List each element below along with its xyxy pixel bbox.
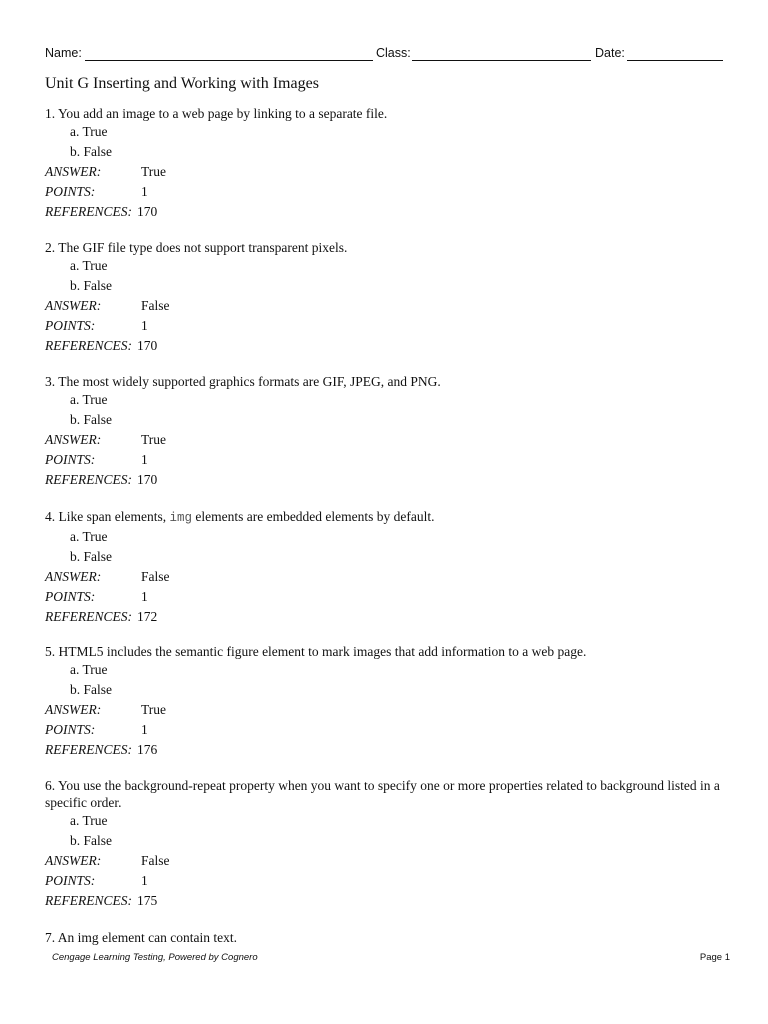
- answer-label: ANSWER:: [45, 569, 102, 584]
- option-b: b. False: [70, 144, 112, 159]
- references-label: REFERENCES:: [45, 472, 132, 487]
- references-label: REFERENCES:: [45, 742, 132, 757]
- answer-row: [45, 567, 725, 587]
- option-a: a. True: [70, 258, 108, 273]
- option-a: a. True: [70, 813, 108, 828]
- question-2: [45, 239, 725, 356]
- points-row: [45, 871, 725, 891]
- question-text: You add an image to a web page by linking to a separate file.: [58, 106, 388, 121]
- points-label: POINTS:: [45, 184, 96, 199]
- points-value: 1: [141, 873, 148, 888]
- question-text: HTML5 includes the semantic figure element to mark images that add information to a web page.: [58, 644, 587, 659]
- points-label: POINTS:: [45, 318, 96, 333]
- question-stem: [45, 777, 725, 811]
- question-stem: [45, 929, 725, 946]
- question-number: 3.: [45, 374, 56, 389]
- question-number: 7.: [45, 930, 56, 945]
- question-1: [45, 105, 725, 222]
- answer-value: True: [141, 432, 167, 447]
- answer-row: [45, 430, 725, 450]
- question-5: [45, 643, 725, 760]
- points-label: POINTS:: [45, 452, 96, 467]
- references-row: [45, 740, 725, 760]
- footer-credit: Cengage Learning Testing, Powered by Cognero: [52, 952, 258, 963]
- references-row: [45, 470, 725, 490]
- references-label: REFERENCES:: [45, 893, 132, 908]
- question-text: You use the background-repeat property when you want to specify one or more properties related to background listed in a specific order.: [45, 778, 720, 810]
- points-row: [45, 720, 725, 740]
- answer-value: False: [141, 298, 170, 313]
- question-text: An img element can contain text.: [57, 930, 237, 945]
- references-value: 176: [137, 742, 158, 757]
- student-info-header: [45, 45, 725, 63]
- date-field-line[interactable]: [627, 60, 723, 61]
- question-number: 4.: [45, 509, 56, 524]
- points-row: [45, 182, 725, 202]
- answer-row: [45, 162, 725, 182]
- option-b: b. False: [70, 833, 112, 848]
- option-a: a. True: [70, 124, 108, 139]
- answer-value: True: [141, 702, 167, 717]
- name-label: Name:: [45, 46, 82, 60]
- question-text-after: elements are embedded elements by default.: [195, 509, 435, 524]
- question-text-before: Like span elements,: [58, 509, 167, 524]
- answer-row: [45, 296, 725, 316]
- references-value: 172: [137, 609, 158, 624]
- references-value: 170: [137, 204, 158, 219]
- references-value: 175: [137, 893, 158, 908]
- references-row: [45, 891, 725, 911]
- question-6: [45, 777, 725, 911]
- points-label: POINTS:: [45, 589, 96, 604]
- answer-value: True: [141, 164, 167, 179]
- code-img: img: [169, 511, 192, 525]
- points-row: [45, 450, 725, 470]
- answer-label: ANSWER:: [45, 432, 102, 447]
- references-row: [45, 336, 725, 356]
- points-label: POINTS:: [45, 873, 96, 888]
- points-value: 1: [141, 722, 148, 737]
- points-value: 1: [141, 318, 148, 333]
- answer-value: False: [141, 569, 170, 584]
- answer-label: ANSWER:: [45, 298, 102, 313]
- points-row: [45, 587, 725, 607]
- option-b: b. False: [70, 278, 112, 293]
- question-text: The GIF file type does not support transparent pixels.: [58, 240, 348, 255]
- references-value: 170: [137, 338, 158, 353]
- references-label: REFERENCES:: [45, 609, 132, 624]
- question-number: 1.: [45, 106, 56, 121]
- option-b: b. False: [70, 549, 112, 564]
- references-value: 170: [137, 472, 158, 487]
- question-stem: [45, 508, 725, 527]
- option-a: a. True: [70, 662, 108, 677]
- points-value: 1: [141, 452, 148, 467]
- page-number: Page 1: [699, 952, 730, 963]
- references-label: REFERENCES:: [45, 204, 132, 219]
- class-field-line[interactable]: [412, 60, 591, 61]
- answer-row: [45, 851, 725, 871]
- name-field-line[interactable]: [85, 60, 373, 61]
- unit-title: Unit G Inserting and Working with Images: [45, 75, 319, 92]
- question-stem: [45, 643, 725, 660]
- question-stem: [45, 239, 725, 256]
- question-number: 2.: [45, 240, 56, 255]
- answer-row: [45, 700, 725, 720]
- references-row: [45, 202, 725, 222]
- option-a: a. True: [70, 392, 108, 407]
- question-3: [45, 373, 725, 490]
- question-7: [45, 929, 725, 946]
- option-a: a. True: [70, 529, 108, 544]
- points-row: [45, 316, 725, 336]
- class-label: Class:: [376, 46, 411, 60]
- page-footer: [52, 952, 730, 966]
- references-label: REFERENCES:: [45, 338, 132, 353]
- answer-label: ANSWER:: [45, 853, 102, 868]
- answer-label: ANSWER:: [45, 702, 102, 717]
- points-label: POINTS:: [45, 722, 96, 737]
- answer-label: ANSWER:: [45, 164, 102, 179]
- points-value: 1: [141, 589, 148, 604]
- option-b: b. False: [70, 682, 112, 697]
- question-stem: [45, 105, 725, 122]
- question-4: [45, 508, 725, 627]
- question-stem: [45, 373, 725, 390]
- question-number: 5.: [45, 644, 56, 659]
- question-number: 6.: [45, 778, 56, 793]
- points-value: 1: [141, 184, 148, 199]
- date-label: Date:: [595, 46, 625, 60]
- references-row: [45, 607, 725, 627]
- question-text: The most widely supported graphics formats are GIF, JPEG, and PNG.: [58, 374, 441, 389]
- answer-value: False: [141, 853, 170, 868]
- option-b: b. False: [70, 412, 112, 427]
